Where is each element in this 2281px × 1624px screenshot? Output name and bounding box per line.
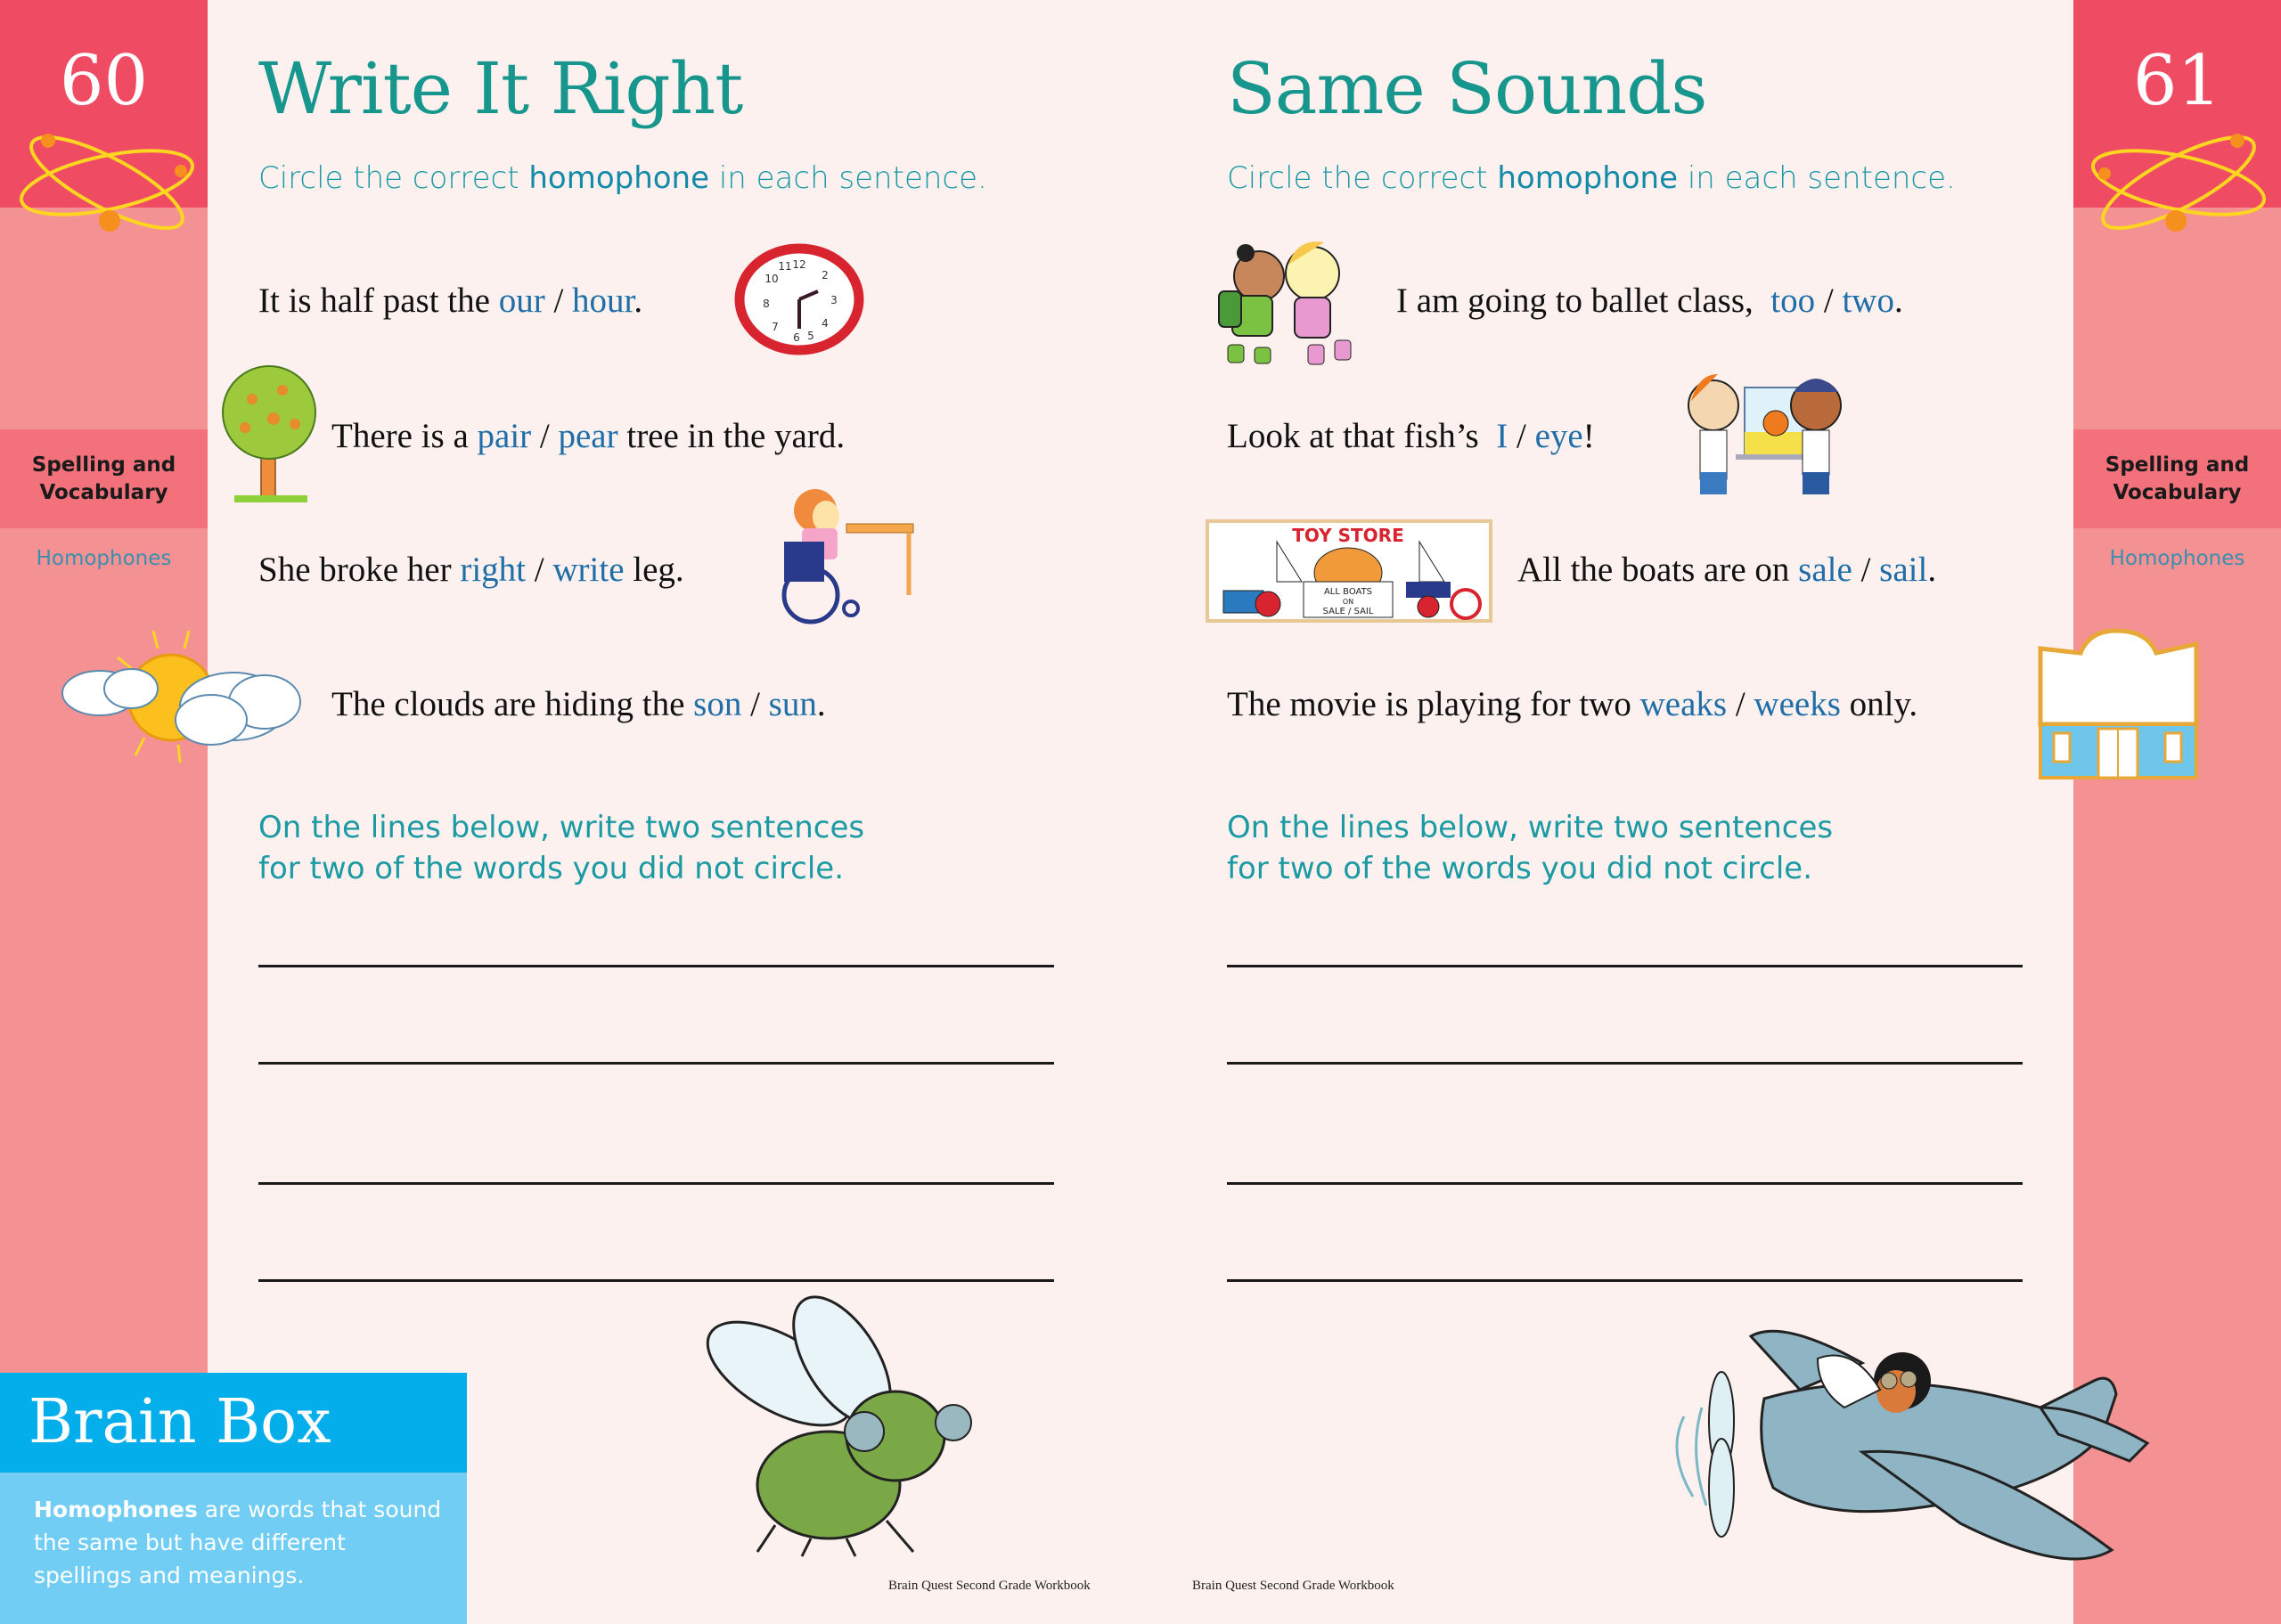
sentence-3: All the boats are on sale / sail.: [1517, 551, 1937, 589]
option-b[interactable]: weeks: [1754, 685, 1841, 723]
writing-line-2[interactable]: [1227, 1062, 2023, 1065]
writing-line-3[interactable]: [258, 1182, 1054, 1185]
brain-box-title: Brain Box: [29, 1387, 331, 1457]
category-label: [0, 429, 208, 528]
svg-text:3: 3: [830, 294, 838, 306]
option-a[interactable]: too: [1770, 282, 1816, 320]
footer: Brain Quest Second Grade Workbook: [888, 1579, 1091, 1593]
option-b[interactable]: sun: [768, 685, 817, 723]
option-a[interactable]: weaks: [1639, 685, 1728, 723]
writing-line-4[interactable]: [1227, 1279, 2023, 1282]
option-a[interactable]: pair: [477, 417, 532, 455]
option-b[interactable]: write: [552, 551, 625, 589]
page-number: 61: [2132, 41, 2222, 121]
two-girls-walking-icon: [1210, 242, 1372, 367]
option-b[interactable]: pear: [558, 417, 618, 455]
sentence-2: Look at that fish’s I / eye!: [1227, 417, 1595, 455]
svg-text:6: 6: [793, 331, 800, 344]
boys-at-fish-tank-icon: [1682, 370, 1843, 499]
option-a[interactable]: sale: [1798, 551, 1852, 589]
option-b[interactable]: two: [1842, 282, 1894, 320]
option-b[interactable]: hour: [572, 282, 634, 320]
sentence-3: She broke her right / write leg.: [258, 551, 684, 589]
svg-text:ON: ON: [1342, 598, 1354, 606]
category-line-2: Vocabulary: [39, 480, 168, 504]
clock-icon: [736, 245, 863, 354]
option-a[interactable]: son: [693, 685, 742, 723]
sun-and-clouds-icon: [55, 631, 303, 764]
writing-prompt: On the lines below, write two sentences for two of the words you did not circle.: [1227, 810, 1834, 886]
brain-box-text: Homophones are words that sound the same but have different spellings and meanings.: [34, 1497, 442, 1588]
option-b[interactable]: eye: [1534, 417, 1583, 455]
svg-text:7: 7: [772, 321, 779, 333]
sentence-1: It is half past the our / hour.: [258, 282, 643, 320]
category-line-1: Spelling and: [2105, 453, 2250, 477]
sentence-1: I am going to ballet class, too / two.: [1396, 282, 1903, 320]
svg-text:12: 12: [792, 258, 806, 271]
option-a[interactable]: right: [460, 551, 527, 589]
svg-text:ALL BOATS: ALL BOATS: [1323, 587, 1373, 597]
pear-tree-icon: [218, 363, 321, 506]
atom-icon: [2089, 125, 2268, 241]
atom-icon: [18, 125, 196, 241]
writing-line-3[interactable]: [1227, 1182, 2023, 1185]
svg-text:TOY STORE: TOY STORE: [1292, 525, 1404, 546]
instruction: Circle the correct homophone in each sentence.: [1227, 160, 1956, 196]
svg-text:5: 5: [807, 330, 814, 342]
fly-icon: [695, 1302, 971, 1557]
brain-box: [0, 1373, 467, 1624]
footer: Brain Quest Second Grade Workbook: [1192, 1579, 1394, 1593]
sentence-2: There is a pair / pear tree in the yard.: [331, 417, 846, 455]
writing-line-4[interactable]: [258, 1279, 1054, 1282]
option-b[interactable]: sail: [1879, 551, 1928, 589]
brain-box-header: [0, 1373, 467, 1473]
sentence-4: The clouds are hiding the son / sun.: [331, 685, 826, 723]
sentence-4: The movie is playing for two weaks / weeks only.: [1227, 685, 1918, 723]
writing-line-2[interactable]: [258, 1062, 1054, 1065]
svg-text:11: 11: [778, 260, 792, 273]
topic-label: Homophones: [36, 547, 172, 570]
svg-text:2: 2: [822, 269, 829, 282]
toy-store-sign-icon: [1206, 519, 1492, 623]
writing-prompt: On the lines below, write two sentences for two of the words you did not circle.: [258, 810, 865, 886]
topic-label: Homophones: [2109, 547, 2245, 570]
page-title: Same Sounds: [1227, 47, 1707, 130]
category-line-1: Spelling and: [31, 453, 176, 477]
instruction: Circle the correct homophone in each sentence.: [258, 160, 987, 196]
writing-line-1[interactable]: [1227, 965, 2023, 967]
page-title: Write It Right: [258, 47, 743, 130]
girl-in-wheelchair-icon: [762, 488, 918, 624]
svg-text:SALE / SAIL: SALE / SAIL: [1322, 607, 1374, 616]
movie-theater-icon: [2036, 626, 2202, 782]
svg-text:4: 4: [822, 317, 829, 330]
airplane-icon: [1666, 1310, 2156, 1577]
svg-text:10: 10: [764, 273, 779, 285]
svg-text:8: 8: [763, 298, 770, 310]
category-line-2: Vocabulary: [2113, 480, 2242, 504]
writing-line-1[interactable]: [258, 965, 1054, 967]
category-label: [2073, 429, 2281, 528]
option-a[interactable]: our: [498, 282, 545, 320]
option-a[interactable]: I: [1496, 417, 1508, 455]
page-number: 60: [59, 41, 149, 121]
